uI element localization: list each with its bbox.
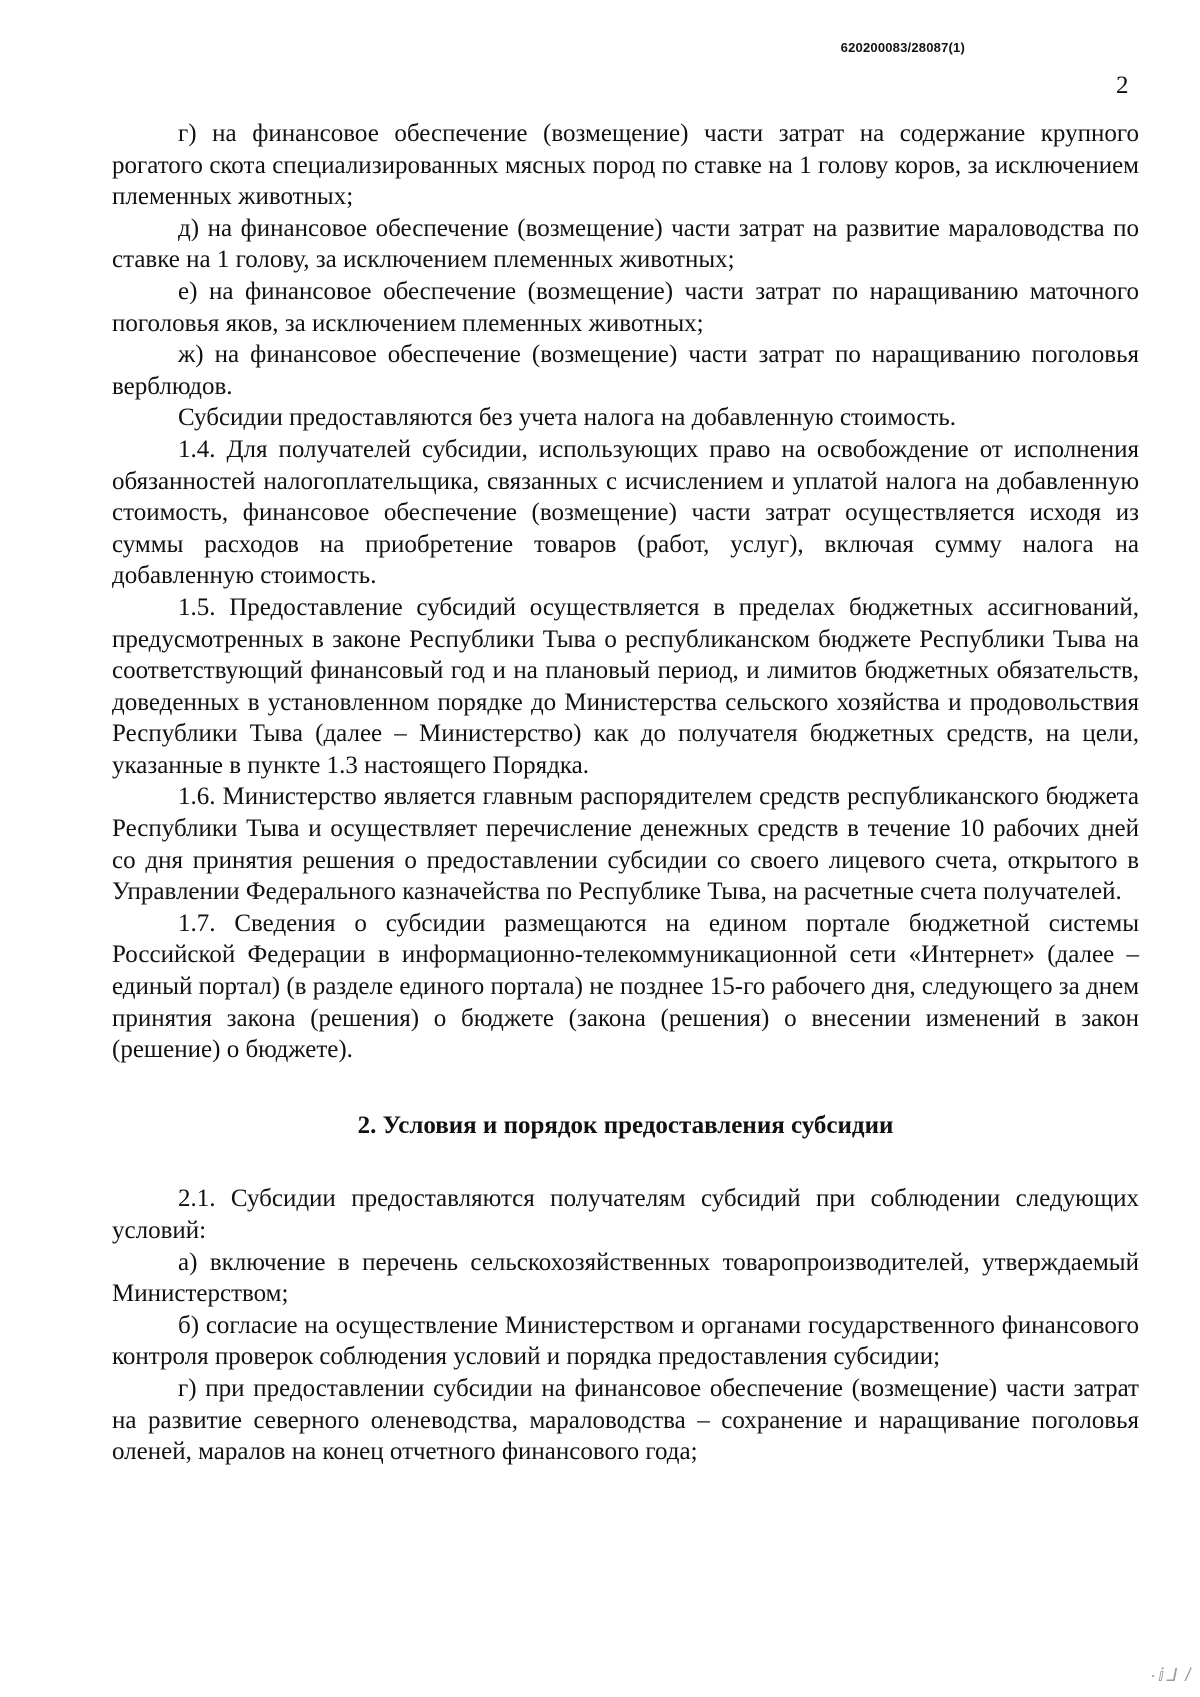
paragraph-1-4: 1.4. Для получателей субсидии, использующих право на освобождение от исполнения обязанностей налогоплательщика, связанных с исчислением и уплатой налога на добавленную стоимость, финансовое обеспечение (возмещение) части затрат осуществляется исходя из суммы расходов на приобретение товаров (работ, услуг), включая сумму налога на добавленную стоимость. <box>112 435 1139 590</box>
paragraph-1-7: 1.7. Сведения о субсидии размещаются на едином портале бюджетной системы Российской Федерации в информационно-телекоммуникационной сети «Интернет» (далее – единый портал) (в разделе единого портала) не позднее 15-го рабочего дня, следующего за днем принятия закона (решения) о бюджете (закона (решения) о внесении изменений в закон (решение) о бюджете). <box>112 909 1140 1064</box>
paragraph-1-6: 1.6. Министерство является главным распорядителем средств республиканского бюджета Республики Тыва и осуществляет перечисление денежных средств в течение 10 рабочих дней со дня принятия решения о предоставлении субсидии со своего лицевого счета, открытого в Управлении Федерального казначейства по Республике Тыва, на расчетные счета получателей. <box>112 783 1139 906</box>
corner-scan-mark: ·ⅈ⅃ / <box>1150 1665 1193 1685</box>
section-title: 2. Условия и порядок предоставления субсидии <box>357 1111 894 1139</box>
paragraph-subitem-g: г) на финансовое обеспечение (возмещение) части затрат на содержание крупного рогатого скота специализированных мясных пород по ставке на 1 голову коров, за исключением племенных животных; <box>112 120 1139 211</box>
paragraph-2-1: 2.1. Субсидии предоставляются получателям субсидий при соблюдении следующих условий: <box>112 1185 1139 1244</box>
paragraph-subitem-e: е) на финансовое обеспечение (возмещение) части затрат по наращиванию маточного поголовья яков, за исключением племенных животных; <box>112 277 1139 337</box>
paragraph-condition-b: б) согласие на осуществление Министерством и органами государственного финансового контроля проверок соблюдения условий и порядка предоставления субсидии; <box>112 1311 1139 1371</box>
paragraph-subitem-d: д) на финансовое обеспечение (возмещение) части затрат на развитие мараловодства по ставке на 1 голову, за исключением племенных животных; <box>112 214 1139 274</box>
document-body <box>112 118 1139 1468</box>
paragraph-vat-note: Субсидии предоставляются без учета налога на добавленную стоимость. <box>178 404 957 432</box>
paragraph-condition-g: г) при предоставлении субсидии на финансовое обеспечение (возмещение) части затрат на развитие северного оленеводства, мараловодства – сохранение и наращивание поголовья оленей, маралов на конец отчетного финансового года; <box>112 1374 1139 1466</box>
page-number: 2 <box>1116 72 1129 99</box>
document-code: 620200083/28087(1) <box>840 40 965 55</box>
paragraph-condition-a: а) включение в перечень сельскохозяйственных товаропроизводителей, утверждаемый Министерством; <box>112 1248 1139 1308</box>
paragraph-1-5: 1.5. Предоставление субсидий осуществляется в пределах бюджетных ассигнований, предусмотренных в законе Республики Тыва о республиканском бюджете Республики Тыва на соответствующий финансовый год и на плановый период, и лимитов бюджетных обязательств, доведенных в установленном порядке до Министерства сельского хозяйства и продовольствия Республики Тыва (далее – Министерство) как до получателя бюджетных средств, на цели, указанные в пункте 1.3 настоящего Порядка. <box>112 593 1139 779</box>
paragraph-subitem-zh: ж) на финансовое обеспечение (возмещение) части затрат по наращиванию поголовья верблюдов. <box>112 341 1139 400</box>
